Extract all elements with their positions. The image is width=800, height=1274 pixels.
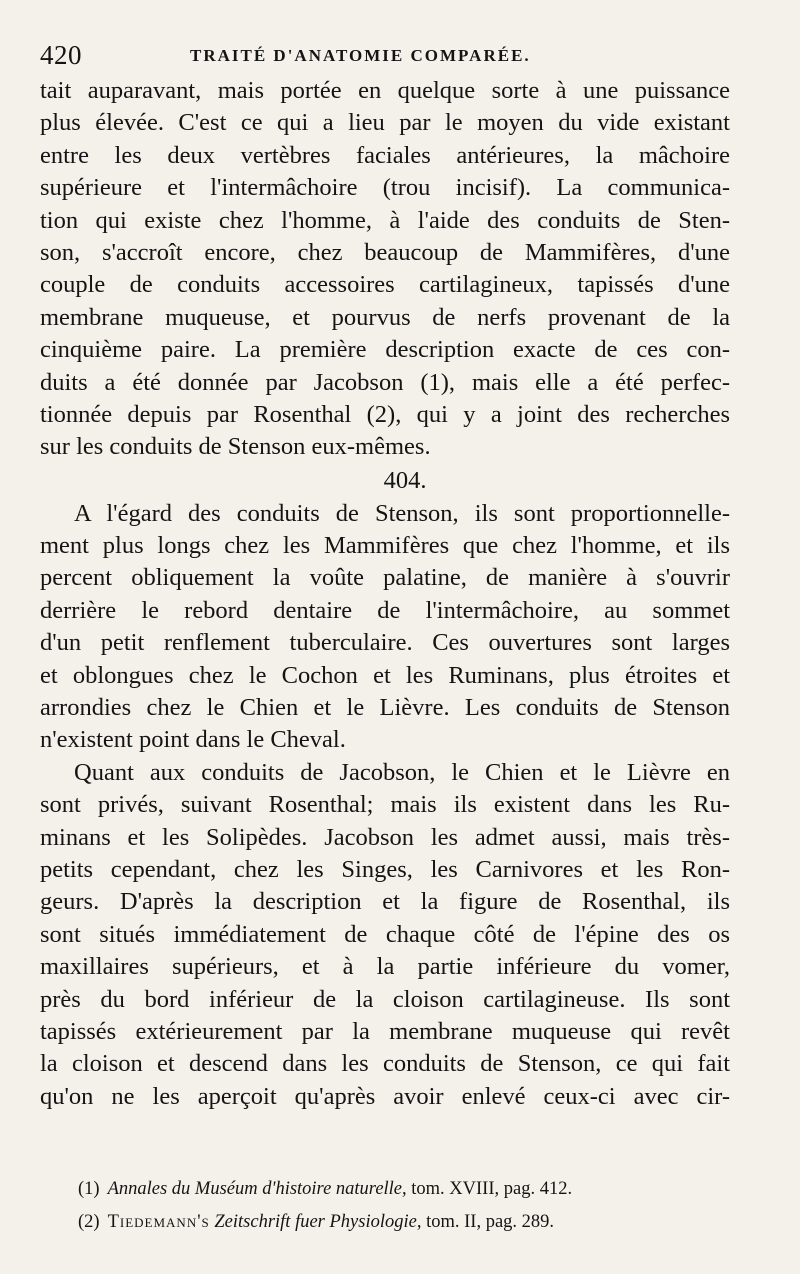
footnote-title: Zeitschrift fuer Physiologie xyxy=(214,1212,417,1232)
body-text xyxy=(40,75,730,1113)
text-line: ment plus longs chez les Mammifères que chez l'homme, et ils xyxy=(40,532,730,560)
page-number: 420 xyxy=(40,40,82,70)
text-line: A l'égard des conduits de Stenson, ils sont proportionnelle- xyxy=(74,499,730,527)
footnotes xyxy=(78,1173,718,1239)
text-line: sont privés, suivant Rosenthal; mais ils existent dans les Ru- xyxy=(40,791,730,819)
paragraph-2 xyxy=(40,498,730,757)
text-line: tionnée depuis par Rosenthal (2), qui y a joint des recherches xyxy=(40,400,730,428)
footnote-reference: , tom. II, pag. 289. xyxy=(416,1212,555,1232)
text-line: maxillaires supérieurs, et à la partie inférieure du vomer, xyxy=(40,953,730,981)
text-line: tait auparavant, mais portée en quelque sorte à une puissance xyxy=(40,77,730,104)
paragraph-3 xyxy=(40,757,730,1113)
footnote-title: Annales du Muséum d'histoire naturelle xyxy=(107,1179,403,1199)
text-line: supérieure et l'intermâchoire (trou incisif). La communica- xyxy=(40,174,730,202)
text-line: entre les deux vertèbres faciales antérieures, la mâchoire xyxy=(40,141,730,169)
section-number: 404. xyxy=(383,466,427,494)
running-head: TRAITÉ D'ANATOMIE COMPARÉE. xyxy=(190,46,531,65)
text-line: duits a été donnée par Jacobson (1), mais elle a été perfec- xyxy=(40,368,730,396)
text-line: couple de conduits accessoires cartilagineux, tapissés d'une xyxy=(40,271,730,299)
footnote-1 xyxy=(78,1173,718,1206)
text-line: sur les conduits de Stenson eux-mêmes. xyxy=(40,433,431,461)
text-line: plus élevée. C'est ce qui a lieu par le moyen du vide existant xyxy=(40,109,730,137)
text-line: minans et les Solipèdes. Jacobson les admet aussi, mais très- xyxy=(40,823,730,851)
text-line: sont situés immédiatement de chaque côté de l'épine des os xyxy=(40,920,730,948)
text-line: tapissés extérieurement par la membrane muqueuse qui revêt xyxy=(40,1017,730,1045)
footnote-mark: (2) xyxy=(78,1212,100,1232)
text-line: qu'on ne les aperçoit qu'après avoir enlevé ceux-ci avec cir- xyxy=(40,1082,730,1110)
text-line: la cloison et descend dans les conduits de Stenson, ce qui fait xyxy=(40,1050,730,1078)
text-line: n'existent point dans le Cheval. xyxy=(40,726,346,754)
text-line: tion qui existe chez l'homme, à l'aide des conduits de Sten- xyxy=(40,206,730,234)
text-line: petits cependant, chez les Singes, les Carnivores et les Ron- xyxy=(40,855,730,883)
page-header xyxy=(40,40,740,70)
text-line: et oblongues chez le Cochon et les Ruminans, plus étroites et xyxy=(40,661,730,689)
text-line: Quant aux conduits de Jacobson, le Chien et le Lièvre en xyxy=(74,758,730,786)
footnote-author: Tiedemann's xyxy=(107,1212,210,1232)
text-line: son, s'accroît encore, chez beaucoup de Mammifères, d'une xyxy=(40,238,730,266)
text-line: membrane muqueuse, et pourvus de nerfs provenant de la xyxy=(40,303,730,331)
text-line: près du bord inférieur de la cloison cartilagineuse. Ils sont xyxy=(40,985,730,1013)
footnote-reference: , tom. XVIII, pag. 412. xyxy=(402,1179,573,1199)
paragraph-1 xyxy=(40,75,730,464)
text-line: percent obliquement la voûte palatine, de manière à s'ouvrir xyxy=(40,564,730,592)
text-line: derrière le rebord dentaire de l'intermâchoire, au sommet xyxy=(40,596,730,624)
text-line: d'un petit renflement tuberculaire. Ces ouvertures sont larges xyxy=(40,629,730,657)
footnote-2 xyxy=(78,1206,718,1239)
text-line: geurs. D'après la description et la figure de Rosenthal, ils xyxy=(40,888,730,916)
footnote-mark: (1) xyxy=(78,1179,100,1199)
text-line: arrondies chez le Chien et le Lièvre. Les conduits de Stenson xyxy=(40,694,730,722)
text-line: cinquième paire. La première description exacte de ces con- xyxy=(40,336,730,364)
